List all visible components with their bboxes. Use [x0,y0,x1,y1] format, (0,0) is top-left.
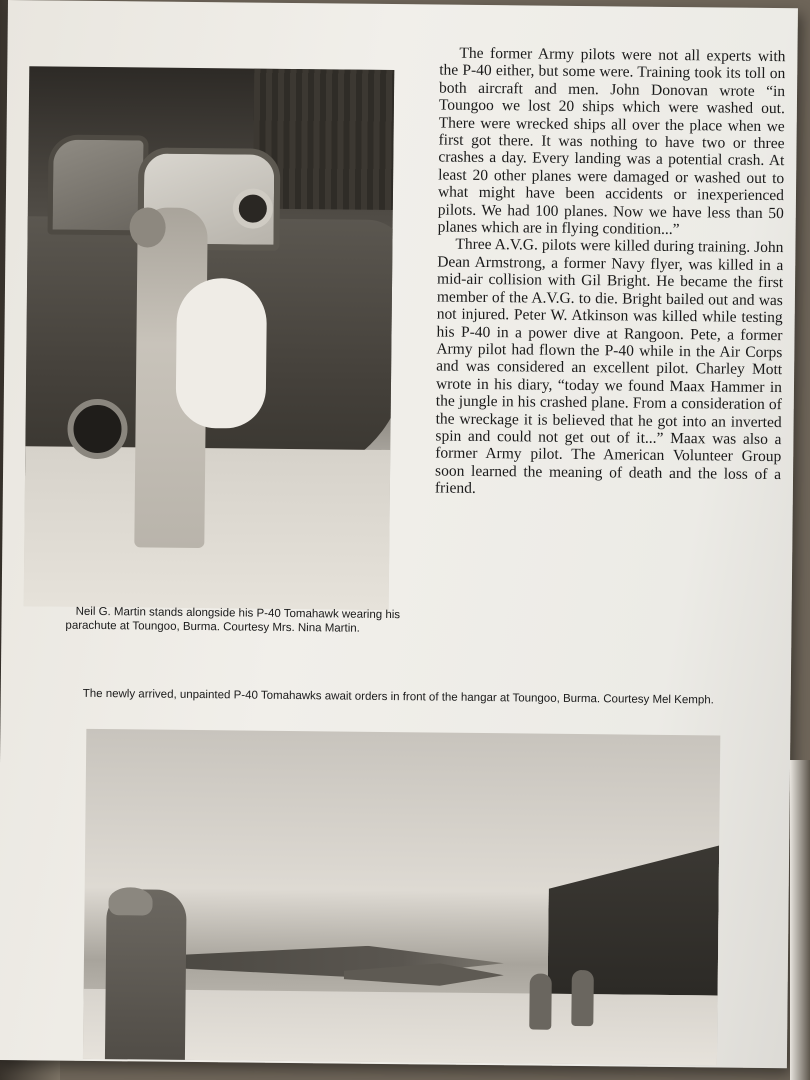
ground [24,446,391,610]
paragraph: Three A.V.G. pilots were killed during training. John Dean Armstrong, a former Navy flyer, was killed in a mid-air collision with Gil Bright. He became the first member of the A.V.G. to die. Bright bailed out and was not injured. Peter W. Atkinson was killed while testing his P-40 in a power dive at Rangoon. Pete, a former Army pilot had flown the P-40 while in the Air Corps and was considered an excellent pilot. Charley Mott wrote in his diary, “today we found Maax Hammer in the jungle in his crashed plane. From a consideration of the wreckage it is believed that he got into an inverted spin and could not get out of it...” Maax was also a former Army pilot. The American Volunteer Group soon learned the meaning of death and the loss of a friend. [434,236,784,498]
photo-hangar-tomahawks [83,729,720,1066]
parachute [176,278,268,429]
cyclist [571,970,594,1026]
page-edge-shadow [790,760,810,1080]
photo-pilot-with-p40 [24,66,395,610]
landing-wheel [67,399,128,460]
cyclist [529,974,552,1030]
body-text [435,45,786,501]
man-hat [108,887,152,915]
caption-bottom-photo: The newly arrived, unpainted P-40 Tomahawks await orders in front of the hangar at Toungoo, Burma. Courtesy Mel Kemph. [82,687,714,707]
man-foreground [105,889,187,1065]
pilot-head [129,207,165,247]
paragraph: The former Army pilots were not all experts with the P-40 either, but some were. Training took its toll on both aircraft and men. John Donovan wrote “in Toungoo we lost 20 ships which were washed out. There were wrecked ships all over the place when we first got there. It was nothing to have two or three crashes a day. Every landing was a potential crash. At least 20 other planes were damaged or washed out to what might have been accidents or inexperienced pilots. We had 100 planes. Now we have less than 50 planes which are in flying condition...” [437,44,786,239]
caption-top-photo: Neil G. Martin stands alongside his P-40 Tomahawk wearing his parachute at Toungoo, Burma. Courtesy Mrs. Nina Martin. [65,605,401,635]
fuselage-marking [233,188,273,228]
